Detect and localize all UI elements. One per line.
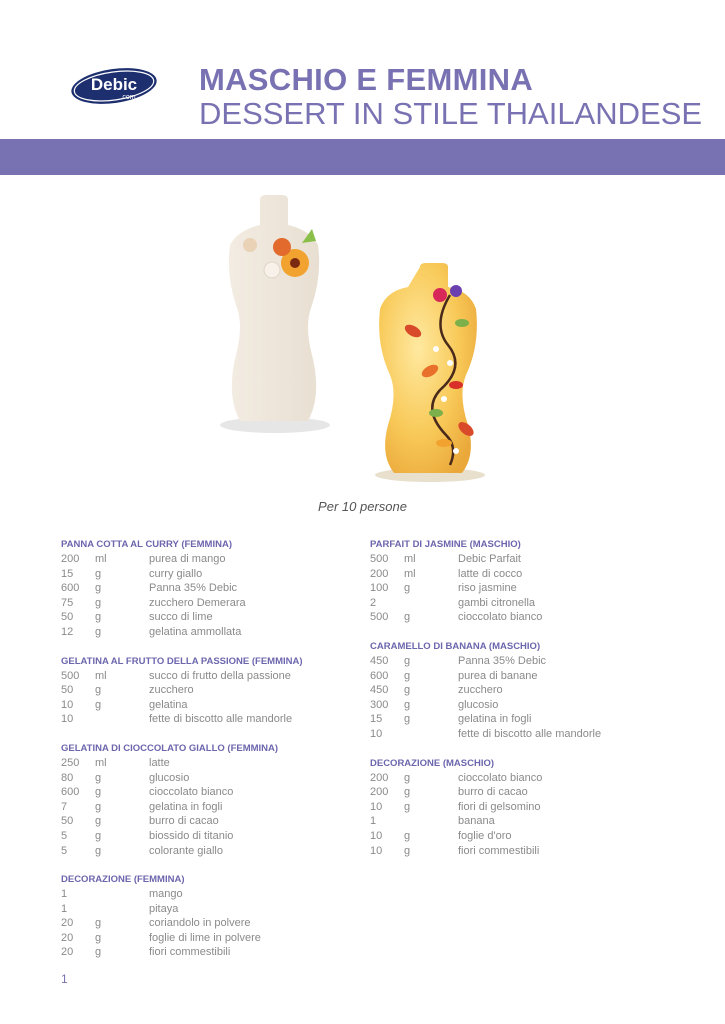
ingredient-row xyxy=(370,610,601,625)
ingredient-quantity: 450 xyxy=(370,654,389,667)
ingredient-unit: g xyxy=(95,698,102,711)
ingredient-row xyxy=(370,785,601,800)
ingredient-quantity: 5 xyxy=(61,829,68,842)
ingredient-unit: g xyxy=(95,829,102,842)
ingredient-name: glucosio xyxy=(149,771,190,784)
logo-subtext: .com xyxy=(120,94,136,101)
ingredient-quantity: 50 xyxy=(61,815,74,828)
ingredient-name: gelatina in fogli xyxy=(149,800,223,813)
section-title: PARFAIT DI JASMINE (MASCHIO) xyxy=(370,539,521,550)
ingredient-name: glucosio xyxy=(458,698,499,711)
ingredient-quantity: 200 xyxy=(370,771,389,784)
ingredient-name: Debic Parfait xyxy=(458,553,521,565)
ingredient-row xyxy=(61,829,303,844)
ingredient-quantity: 100 xyxy=(370,582,389,595)
ingredient-row xyxy=(61,902,303,917)
ingredient-name: Panna 35% Debic xyxy=(149,582,238,595)
ingredient-unit: g xyxy=(95,786,102,799)
ingredient-row xyxy=(61,683,303,698)
ingredient-row xyxy=(61,814,303,829)
section-title: DECORAZIONE (FEMMINA) xyxy=(61,874,185,886)
ingredient-quantity: 80 xyxy=(61,771,74,784)
dessert-photo xyxy=(200,185,520,485)
ingredient-unit: g xyxy=(95,800,102,813)
ingredient-unit: g xyxy=(404,669,411,682)
ingredient-quantity: 600 xyxy=(61,786,80,799)
ingredient-quantity: 7 xyxy=(61,800,68,813)
ingredient-quantity: 600 xyxy=(370,669,389,682)
ingredient-name: banana xyxy=(458,815,495,828)
ingredient-unit: g xyxy=(95,611,102,624)
ingredient-row xyxy=(61,712,303,727)
ingredient-quantity: 10 xyxy=(370,727,383,740)
ingredient-unit: g xyxy=(95,946,102,959)
ingredient-unit: g xyxy=(95,582,102,595)
recipe-section xyxy=(370,640,601,742)
ingredient-row xyxy=(61,698,303,713)
ingredient-unit: g xyxy=(404,698,411,711)
ingredient-row xyxy=(61,669,303,684)
ingredient-quantity: 20 xyxy=(61,946,74,959)
ingredient-name: cioccolato bianco xyxy=(149,786,234,799)
ingredient-name: curry giallo xyxy=(149,567,203,580)
recipe-section xyxy=(61,655,303,727)
section-gap xyxy=(61,640,303,655)
ingredient-unit: g xyxy=(95,596,102,609)
ingredient-row xyxy=(61,800,303,815)
ingredient-quantity: 200 xyxy=(61,553,80,565)
page-number: 1 xyxy=(61,972,68,986)
ingredient-row xyxy=(61,552,303,567)
ingredient-quantity: 500 xyxy=(61,669,80,682)
ingredient-row xyxy=(61,596,303,611)
ingredient-row xyxy=(370,669,601,684)
ingredient-quantity: 10 xyxy=(370,829,383,842)
ingredient-name: mango xyxy=(149,888,183,901)
ingredient-row xyxy=(61,931,303,946)
section-title: PANNA COTTA AL CURRY (FEMMINA) xyxy=(61,539,232,550)
ingredient-row xyxy=(370,712,601,727)
ingredient-name: zucchero Demerara xyxy=(149,596,246,609)
ingredient-quantity: 50 xyxy=(61,684,74,697)
ingredient-unit: ml xyxy=(404,553,416,565)
ingredient-name: latte di cocco xyxy=(458,567,523,580)
ingredient-row xyxy=(61,581,303,596)
ingredient-name: gelatina xyxy=(149,698,188,711)
ingredient-name: biossido di titanio xyxy=(149,829,234,842)
ingredient-quantity: 500 xyxy=(370,553,389,565)
ingredient-row xyxy=(370,814,601,829)
ingredient-row xyxy=(370,698,601,713)
ingredient-row xyxy=(370,683,601,698)
ingredient-unit: g xyxy=(404,829,411,842)
ingredient-row xyxy=(370,771,601,786)
ingredient-row xyxy=(61,567,303,582)
ingredient-unit: ml xyxy=(95,756,107,769)
ingredient-name: succo di frutto della passione xyxy=(149,669,291,682)
section-title: DECORAZIONE (MASCHIO) xyxy=(370,757,495,769)
ingredient-unit: g xyxy=(95,931,102,944)
header-band xyxy=(0,139,725,175)
ingredient-row xyxy=(61,756,303,771)
ingredient-name: succo di lime xyxy=(149,611,213,624)
recipe-section xyxy=(370,757,601,859)
ingredient-quantity: 15 xyxy=(370,713,383,726)
section-gap xyxy=(61,858,303,873)
recipe-section xyxy=(61,873,303,960)
ingredient-name: riso jasmine xyxy=(458,582,517,595)
ingredient-quantity: 1 xyxy=(61,888,68,901)
ingredient-quantity: 20 xyxy=(61,917,74,930)
ingredient-quantity: 1 xyxy=(370,815,377,828)
ingredient-unit: g xyxy=(95,567,102,580)
ingredient-name: fette di biscotto alle mandorle xyxy=(149,713,293,726)
recipe-section xyxy=(61,742,303,858)
title-line-2: DESSERT IN STILE THAILANDESE xyxy=(199,96,703,131)
ingredient-name: pitaya xyxy=(149,902,179,915)
ingredient-row xyxy=(370,654,601,669)
ingredient-unit: g xyxy=(95,917,102,930)
ingredient-quantity: 12 xyxy=(61,625,74,638)
ingredient-row xyxy=(61,945,303,960)
ingredient-quantity: 10 xyxy=(370,844,383,857)
ingredient-unit: g xyxy=(404,844,411,857)
ingredient-name: zucchero xyxy=(458,684,503,697)
ingredient-name: foglie di lime in polvere xyxy=(149,931,261,944)
ingredient-unit: g xyxy=(95,771,102,784)
ingredient-name: fette di biscotto alle mandorle xyxy=(458,727,602,740)
ingredient-name: gambi citronella xyxy=(458,596,536,609)
ingredient-row xyxy=(61,771,303,786)
ingredient-name: purea di banane xyxy=(458,669,538,682)
ingredient-row xyxy=(61,625,303,640)
ingredient-quantity: 75 xyxy=(61,596,74,609)
ingredient-unit: ml xyxy=(95,553,107,565)
ingredient-unit: g xyxy=(95,684,102,697)
ingredient-quantity: 10 xyxy=(61,698,74,711)
ingredient-name: gelatina ammollata xyxy=(149,625,242,638)
ingredient-unit: g xyxy=(95,844,102,857)
ingredient-unit: g xyxy=(404,800,411,813)
ingredient-name: zucchero xyxy=(149,684,194,697)
ingredient-name: burro di cacao xyxy=(458,786,528,799)
ingredient-name: Panna 35% Debic xyxy=(458,654,547,667)
ingredient-name: burro di cacao xyxy=(149,815,219,828)
ingredient-name: fiori commestibili xyxy=(458,844,540,857)
ingredient-name: fiori di gelsomino xyxy=(458,800,541,813)
ingredient-quantity: 500 xyxy=(370,611,389,624)
recipe-section xyxy=(370,538,601,625)
ingredient-unit: g xyxy=(95,625,102,638)
ingredient-unit: g xyxy=(404,771,411,784)
ingredient-quantity: 1 xyxy=(61,902,68,915)
ingredients-right-column xyxy=(370,538,601,858)
ingredient-row xyxy=(61,785,303,800)
recipe-section xyxy=(61,538,303,640)
ingredient-unit: g xyxy=(404,582,411,595)
ingredient-quantity: 600 xyxy=(61,582,80,595)
ingredient-unit: g xyxy=(404,684,411,697)
ingredient-quantity: 5 xyxy=(61,844,68,857)
ingredients-left-column xyxy=(61,538,303,960)
ingredient-row xyxy=(61,916,303,931)
ingredient-unit: g xyxy=(95,815,102,828)
ingredient-unit: g xyxy=(404,713,411,726)
ingredient-unit: ml xyxy=(95,669,107,682)
ingredient-quantity: 20 xyxy=(61,931,74,944)
section-gap xyxy=(370,625,601,640)
ingredient-row xyxy=(61,610,303,625)
ingredient-unit: g xyxy=(404,654,411,667)
ingredient-name: coriandolo in polvere xyxy=(149,917,251,930)
ingredient-row xyxy=(370,552,601,567)
ingredient-quantity: 450 xyxy=(370,684,389,697)
ingredient-unit: g xyxy=(404,786,411,799)
ingredient-name: cioccolato bianco xyxy=(458,771,543,784)
ingredient-row xyxy=(61,844,303,859)
section-title: CARAMELLO DI BANANA (MASCHIO) xyxy=(370,640,541,652)
ingredient-name: fiori commestibili xyxy=(149,946,231,959)
ingredient-unit: ml xyxy=(404,567,416,580)
ingredient-row xyxy=(370,581,601,596)
servings-note: Per 10 persone xyxy=(318,499,407,514)
section-title: GELATINA AL FRUTTO DELLA PASSIONE (FEMMINA) xyxy=(61,655,303,667)
ingredient-name: purea di mango xyxy=(149,553,226,565)
ingredient-row xyxy=(370,844,601,859)
section-gap xyxy=(370,742,601,757)
ingredient-row xyxy=(370,829,601,844)
ingredient-quantity: 200 xyxy=(370,786,389,799)
ingredient-quantity: 10 xyxy=(61,713,74,726)
ingredient-name: colorante giallo xyxy=(149,844,223,857)
ingredient-row xyxy=(370,800,601,815)
ingredient-quantity: 250 xyxy=(61,756,80,769)
ingredient-name: cioccolato bianco xyxy=(458,611,543,624)
ingredient-quantity: 2 xyxy=(370,596,377,609)
ingredient-name: foglie d'oro xyxy=(458,829,512,842)
section-title: GELATINA DI CIOCCOLATO GIALLO (FEMMINA) xyxy=(61,742,279,754)
title-line-1: MASCHIO E FEMMINA xyxy=(199,62,534,97)
ingredient-quantity: 50 xyxy=(61,611,74,624)
ingredient-quantity: 10 xyxy=(370,800,383,813)
ingredient-row xyxy=(370,727,601,742)
ingredient-row xyxy=(370,567,601,582)
section-gap xyxy=(61,727,303,742)
ingredient-quantity: 300 xyxy=(370,698,389,711)
debic-logo xyxy=(70,66,158,106)
ingredient-quantity: 200 xyxy=(370,567,389,580)
logo-text: Debic xyxy=(90,75,138,94)
ingredient-quantity: 15 xyxy=(61,567,74,580)
ingredient-name: latte xyxy=(149,756,170,769)
ingredient-name: gelatina in fogli xyxy=(458,713,532,726)
ingredient-row xyxy=(61,887,303,902)
ingredient-unit: g xyxy=(404,611,411,624)
ingredient-row xyxy=(370,596,601,611)
